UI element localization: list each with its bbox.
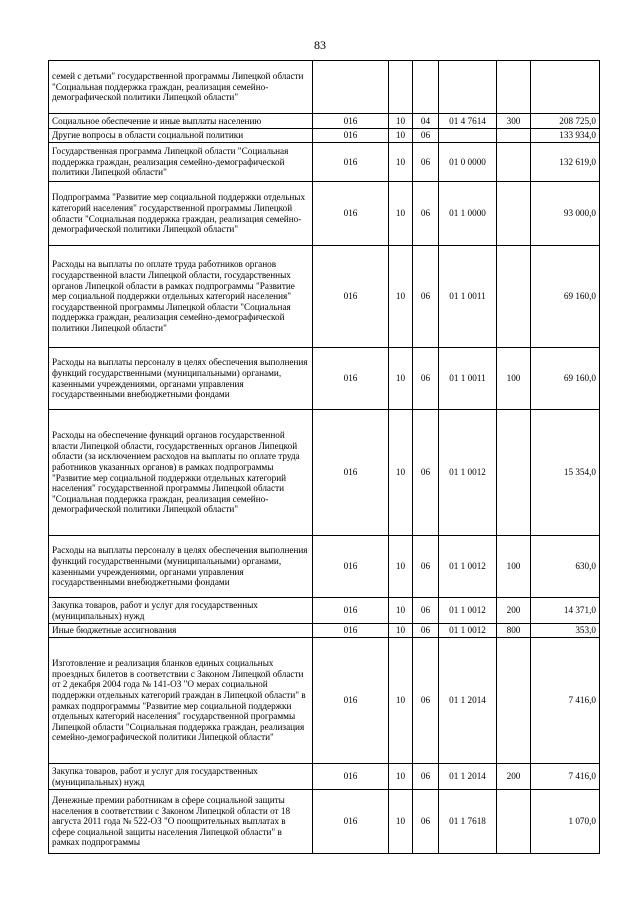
row-subsection: 06 xyxy=(413,598,439,624)
row-expense-type: 200 xyxy=(497,764,531,790)
row-section: 10 xyxy=(389,114,413,129)
row-expense-type xyxy=(497,143,531,182)
table-row xyxy=(49,790,600,854)
row-target-code: 01 0 0000 xyxy=(439,143,497,182)
row-sum: 353,0 xyxy=(531,624,600,638)
row-subsection: 06 xyxy=(413,624,439,638)
row-ministry: 016 xyxy=(313,246,389,348)
row-sum: 93 000,0 xyxy=(531,182,600,246)
row-ministry: 016 xyxy=(313,598,389,624)
table-row xyxy=(49,61,600,114)
row-subsection: 06 xyxy=(413,764,439,790)
table-row xyxy=(49,114,600,129)
row-subsection xyxy=(413,61,439,114)
row-sum xyxy=(531,61,600,114)
row-ministry: 016 xyxy=(313,114,389,129)
row-name: Закупка товаров, работ и услуг для государственных (муниципальных) нужд xyxy=(49,764,313,790)
row-section xyxy=(389,61,413,114)
row-section: 10 xyxy=(389,764,413,790)
row-name: Расходы на обеспечение функций органов государственной власти Липецкой области, государственных органов Липецкой области (за исключением расходов на выплаты по оплате труда работников указанных органов) в рамках подпрограммы "Развитие мер социальной поддержки отдельных категорий населения" государственной программы Липецкой области "Социальная поддержка граждан, реализация семейно-демографической политики Липецкой области" xyxy=(49,410,313,536)
row-sum: 7 416,0 xyxy=(531,638,600,764)
row-target-code: 01 1 0012 xyxy=(439,598,497,624)
table-row xyxy=(49,624,600,638)
row-sum: 7 416,0 xyxy=(531,764,600,790)
row-ministry: 016 xyxy=(313,536,389,598)
row-section: 10 xyxy=(389,246,413,348)
row-ministry: 016 xyxy=(313,638,389,764)
table-row xyxy=(49,410,600,536)
table-row xyxy=(49,638,600,764)
row-subsection: 06 xyxy=(413,129,439,143)
row-name: Денежные премии работникам в сфере социальной защиты населения в соответствии с Законом Липецкой области от 18 августа 2011 года № 522-ОЗ "О поощрительных выплатах в сфере социальной защиты населения Липецкой области" в рамках подпрограммы xyxy=(49,790,313,854)
row-name: Другие вопросы в области социальной политики xyxy=(49,129,313,143)
row-target-code: 01 1 7618 xyxy=(439,790,497,854)
table-row xyxy=(49,598,600,624)
row-name: Социальное обеспечение и иные выплаты населению xyxy=(49,114,313,129)
table-row xyxy=(49,764,600,790)
row-section: 10 xyxy=(389,410,413,536)
row-expense-type: 100 xyxy=(497,536,531,598)
row-sum: 630,0 xyxy=(531,536,600,598)
row-expense-type xyxy=(497,246,531,348)
table-row xyxy=(49,348,600,410)
row-expense-type xyxy=(497,790,531,854)
row-subsection: 06 xyxy=(413,246,439,348)
row-target-code: 01 1 0012 xyxy=(439,536,497,598)
row-expense-type xyxy=(497,182,531,246)
row-subsection: 06 xyxy=(413,536,439,598)
row-name: Закупка товаров, работ и услуг для государственных (муниципальных) нужд xyxy=(49,598,313,624)
row-section: 10 xyxy=(389,129,413,143)
budget-table xyxy=(48,60,600,854)
row-name: Расходы на выплаты персоналу в целях обеспечения выполнения функций государственными (муниципальными) органами, казенными учреждениями, органами управления государственными внебюджетными фондами xyxy=(49,348,313,410)
row-target-code: 01 1 2014 xyxy=(439,638,497,764)
row-sum: 15 354,0 xyxy=(531,410,600,536)
row-expense-type: 300 xyxy=(497,114,531,129)
row-section: 10 xyxy=(389,182,413,246)
row-sum: 69 160,0 xyxy=(531,348,600,410)
row-sum: 69 160,0 xyxy=(531,246,600,348)
row-ministry: 016 xyxy=(313,410,389,536)
page-number: 83 xyxy=(314,38,326,52)
row-target-code: 01 4 7614 xyxy=(439,114,497,129)
row-subsection: 04 xyxy=(413,114,439,129)
row-subsection: 06 xyxy=(413,790,439,854)
row-subsection: 06 xyxy=(413,410,439,536)
row-expense-type xyxy=(497,61,531,114)
row-expense-type xyxy=(497,129,531,143)
row-subsection: 06 xyxy=(413,182,439,246)
row-target-code xyxy=(439,61,497,114)
row-name: семей с детьми" государственной программы Липецкой области "Социальная поддержка граждан, реализация семейно-демографической политики Липецкой области" xyxy=(49,61,313,114)
row-ministry: 016 xyxy=(313,764,389,790)
row-ministry: 016 xyxy=(313,348,389,410)
row-section: 10 xyxy=(389,790,413,854)
row-expense-type xyxy=(497,410,531,536)
row-ministry: 016 xyxy=(313,624,389,638)
row-sum: 133 934,0 xyxy=(531,129,600,143)
row-sum: 208 725,0 xyxy=(531,114,600,129)
row-target-code: 01 1 0000 xyxy=(439,182,497,246)
row-name: Подпрограмма "Развитие мер социальной поддержки отдельных категорий населения" государственной программы Липецкой области "Социальная поддержка граждан, реализация семейно-демографической политики Липецкой области" xyxy=(49,182,313,246)
row-target-code: 01 1 2014 xyxy=(439,764,497,790)
row-ministry xyxy=(313,61,389,114)
table-row xyxy=(49,246,600,348)
row-name: Изготовление и реализация бланков единых социальных проездных билетов в соответствии с Законом Липецкой области от 2 декабря 2004 года № 141-ОЗ "О мерах социальной поддержки отдельных категорий граждан в Липецкой области" в рамках подпрограммы "Развитие мер социальной поддержки отдельных категорий населения" государственной программы Липецкой области "Социальная поддержка граждан, реализация семейно-демографической политики Липецкой области" xyxy=(49,638,313,764)
table-body xyxy=(49,61,600,854)
row-subsection: 06 xyxy=(413,348,439,410)
row-section: 10 xyxy=(389,598,413,624)
row-expense-type: 100 xyxy=(497,348,531,410)
row-ministry: 016 xyxy=(313,182,389,246)
row-expense-type: 200 xyxy=(497,598,531,624)
row-target-code: 01 1 0012 xyxy=(439,410,497,536)
table-row xyxy=(49,536,600,598)
row-expense-type xyxy=(497,638,531,764)
row-name: Расходы на выплаты по оплате труда работников органов государственной власти Липецкой области, государственных органов Липецкой области в рамках подпрограммы "Развитие мер социальной поддержки отдельных категорий населения" государственной программы Липецкой области "Социальная поддержка граждан, реализация семейно-демографической политики Липецкой области" xyxy=(49,246,313,348)
row-section: 10 xyxy=(389,143,413,182)
table-row xyxy=(49,143,600,182)
row-ministry: 016 xyxy=(313,129,389,143)
row-target-code: 01 1 0011 xyxy=(439,348,497,410)
row-expense-type: 800 xyxy=(497,624,531,638)
table-row xyxy=(49,182,600,246)
row-name: Иные бюджетные ассигнования xyxy=(49,624,313,638)
row-section: 10 xyxy=(389,348,413,410)
row-target-code: 01 1 0011 xyxy=(439,246,497,348)
row-subsection: 06 xyxy=(413,143,439,182)
table-row xyxy=(49,129,600,143)
row-sum: 1 070,0 xyxy=(531,790,600,854)
row-subsection: 06 xyxy=(413,638,439,764)
row-target-code: 01 1 0012 xyxy=(439,624,497,638)
row-section: 10 xyxy=(389,638,413,764)
row-name: Государственная программа Липецкой области "Социальная поддержка граждан, реализация семейно-демографической политики Липецкой области" xyxy=(49,143,313,182)
row-sum: 132 619,0 xyxy=(531,143,600,182)
row-section: 10 xyxy=(389,624,413,638)
row-sum: 14 371,0 xyxy=(531,598,600,624)
row-ministry: 016 xyxy=(313,790,389,854)
row-target-code xyxy=(439,129,497,143)
row-name: Расходы на выплаты персоналу в целях обеспечения выполнения функций государственными (муниципальными) органами, казенными учреждениями, органами управления государственными внебюджетными фондами xyxy=(49,536,313,598)
row-ministry: 016 xyxy=(313,143,389,182)
row-section: 10 xyxy=(389,536,413,598)
